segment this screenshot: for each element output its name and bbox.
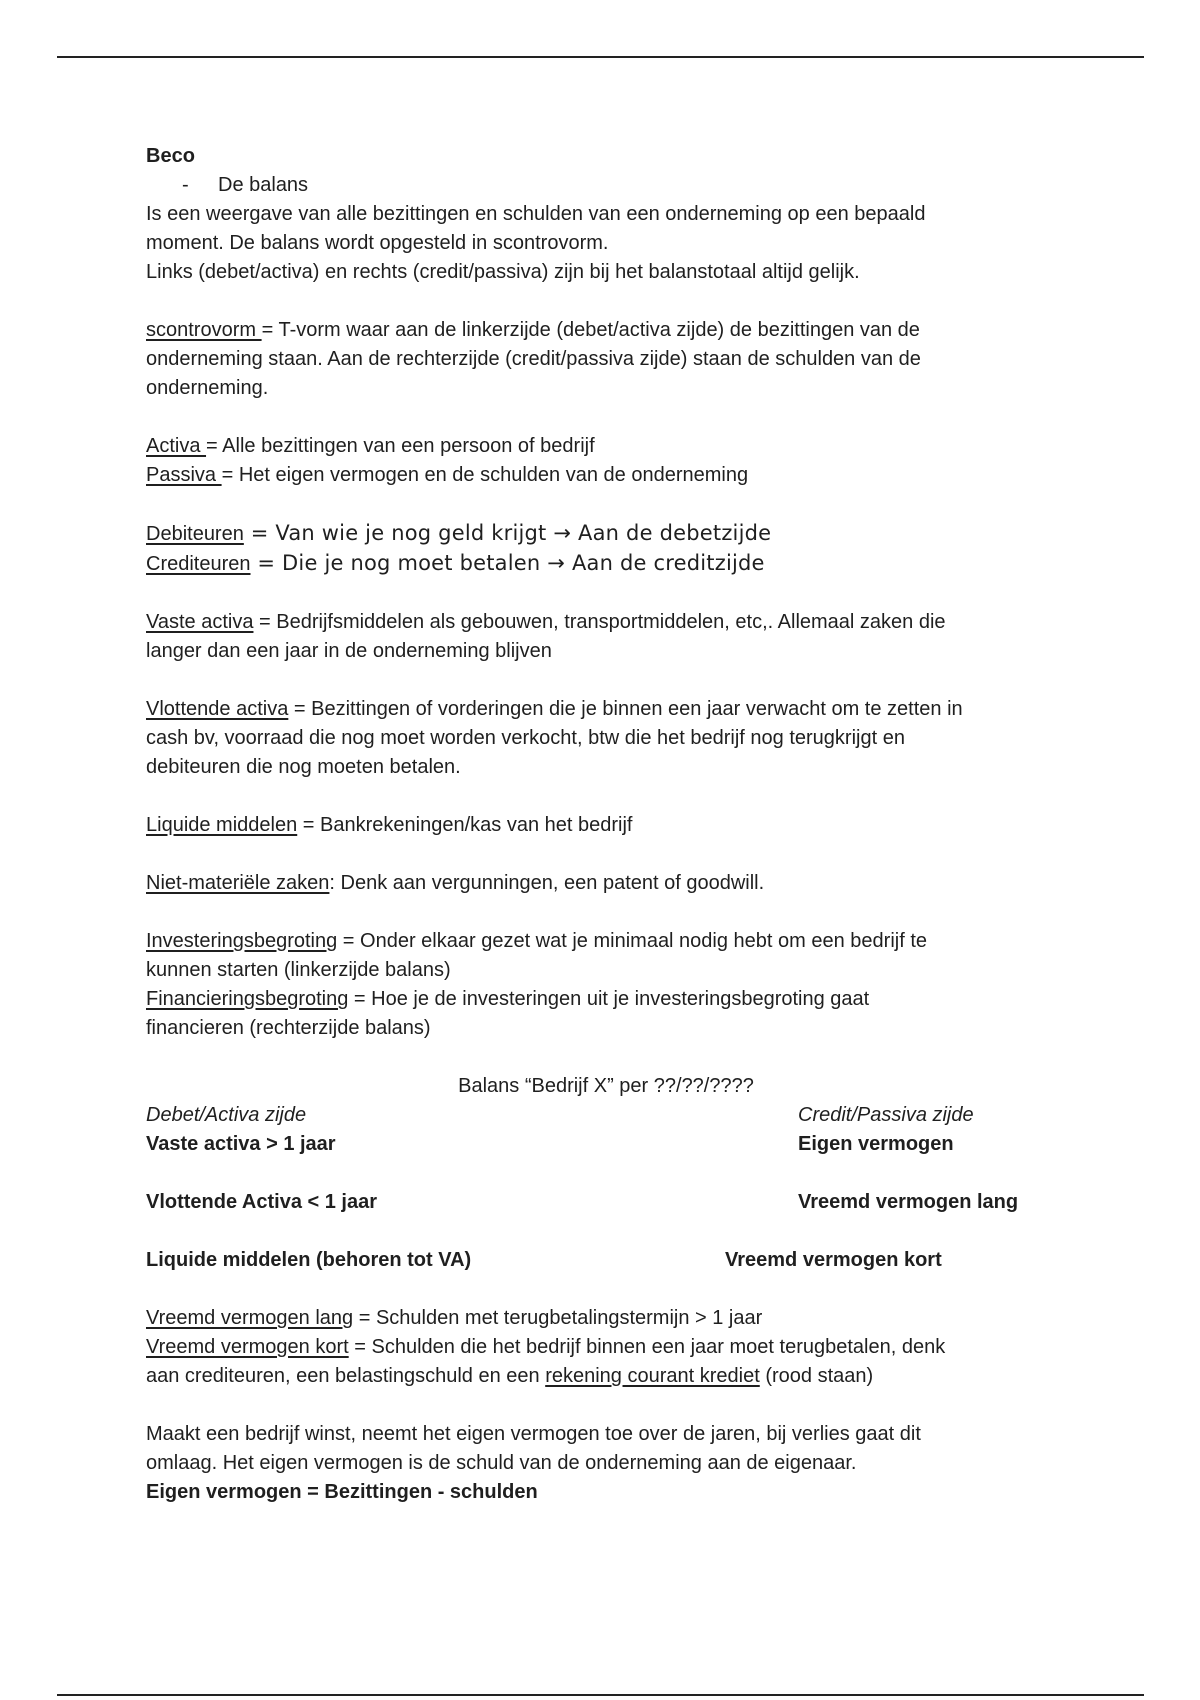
vreemd-vermogen-lang-term: Vreemd vermogen lang xyxy=(146,1307,354,1329)
investeringsbegroting-term: Investeringsbegroting xyxy=(146,930,338,952)
financieringsbegroting-line-2: financieren (rechterzijde balans) xyxy=(146,1017,431,1039)
balans-left-item: Liquide middelen (behoren tot VA) xyxy=(146,1249,472,1271)
balans-row xyxy=(146,1130,1066,1159)
rekening-courant-term: rekening courant krediet xyxy=(545,1365,760,1387)
bullet-text: De balans xyxy=(218,174,309,196)
bottom-rule xyxy=(57,1694,1144,1696)
winst-line-1: Maakt een bedrijf winst, neemt het eigen vermogen toe over de jaren, bij verlies gaat dit xyxy=(146,1423,921,1445)
intro-line-3: Links (debet/activa) en rechts (credit/passiva) zijn bij het balanstotaal altijd gelijk. xyxy=(146,261,860,283)
vaste-activa-definition: Vaste activa = Bedrijfsmiddelen als gebouwen, transportmiddelen, etc,. Allemaal zaken die xyxy=(146,611,946,633)
balans-left-item: Vlottende Activa < 1 jaar xyxy=(146,1191,378,1213)
financieringsbegroting-term: Financieringsbegroting xyxy=(146,988,349,1010)
niet-materiele-term: Niet-materiële zaken xyxy=(146,872,330,894)
crediteuren-definition: Crediteuren = Die je nog moet betalen → Aan de creditzijde xyxy=(146,551,765,575)
balans-right-item: Eigen vermogen xyxy=(798,1133,954,1155)
scontro-line-3: onderneming. xyxy=(146,377,269,399)
debiteuren-definition: Debiteuren = Van wie je nog geld krijgt → Aan de debetzijde xyxy=(146,521,772,545)
debiteuren-term: Debiteuren xyxy=(146,523,244,545)
liquide-definition: Liquide middelen = Bankrekeningen/kas van het bedrijf xyxy=(146,814,633,836)
crediteuren-term: Crediteuren xyxy=(146,553,251,575)
balans-right-item: Vreemd vermogen lang xyxy=(798,1191,1019,1213)
balans-left-item: Vaste activa > 1 jaar xyxy=(146,1133,336,1155)
balans-row xyxy=(146,1246,1066,1275)
top-rule xyxy=(57,56,1144,58)
vreemd-vermogen-kort-definition: Vreemd vermogen kort = Schulden die het bedrijf binnen een jaar moet terugbetalen, denk xyxy=(146,1336,946,1358)
scontro-definition: scontrovorm = T-vorm waar aan de linkerzijde (debet/activa zijde) de bezittingen van de xyxy=(146,319,920,341)
financieringsbegroting-definition: Financieringsbegroting = Hoe je de investeringen uit je investeringsbegroting gaat xyxy=(146,988,870,1010)
balans-header-row xyxy=(146,1101,1066,1130)
vlottende-activa-line-3: debiteuren die nog moeten betalen. xyxy=(146,756,461,778)
balans-row xyxy=(146,1188,1066,1217)
vaste-activa-line-2: langer dan een jaar in de onderneming blijven xyxy=(146,640,552,662)
scontro-line-2: onderneming staan. Aan de rechterzijde (credit/passiva zijde) staan de schulden van de xyxy=(146,348,921,370)
vlottende-activa-definition: Vlottende activa = Bezittingen of vorderingen die je binnen een jaar verwacht om te zetten in xyxy=(146,698,963,720)
winst-line-2: omlaag. Het eigen vermogen is de schuld van de onderneming aan de eigenaar. xyxy=(146,1452,857,1474)
investeringsbegroting-definition: Investeringsbegroting = Onder elkaar gezet wat je minimaal nodig hebt om een bedrijf te xyxy=(146,930,928,952)
passiva-definition: Passiva = Het eigen vermogen en de schulden van de onderneming xyxy=(146,464,749,486)
intro-line-1: Is een weergave van alle bezittingen en schulden van een onderneming op een bepaald xyxy=(146,203,926,225)
balans-title: Balans “Bedrijf X” per ??/??/???? xyxy=(458,1075,754,1097)
document-title: Beco xyxy=(146,145,195,167)
bullet-item xyxy=(146,171,1066,200)
balans-right-item: Vreemd vermogen kort xyxy=(725,1249,942,1271)
vreemd-vermogen-kort-line-2: aan crediteuren, een belastingschuld en een rekening courant krediet (rood staan) xyxy=(146,1365,874,1387)
intro-line-2: moment. De balans wordt opgesteld in scontrovorm. xyxy=(146,232,609,254)
balans-right-header: Credit/Passiva zijde xyxy=(798,1104,974,1126)
vlottende-activa-term: Vlottende activa xyxy=(146,698,289,720)
vreemd-vermogen-kort-term: Vreemd vermogen kort xyxy=(146,1336,349,1358)
vlottende-activa-line-2: cash bv, voorraad die nog moet worden verkocht, btw die het bedrijf nog terugkrijgt en xyxy=(146,727,905,749)
activa-definition: Activa = Alle bezittingen van een persoon of bedrijf xyxy=(146,435,595,457)
vaste-activa-term: Vaste activa xyxy=(146,611,254,633)
vreemd-vermogen-lang-definition: Vreemd vermogen lang = Schulden met terugbetalingstermijn > 1 jaar xyxy=(146,1307,763,1329)
passiva-term: Passiva xyxy=(146,464,222,486)
bullet-dash: - xyxy=(182,174,189,196)
investeringsbegroting-line-2: kunnen starten (linkerzijde balans) xyxy=(146,959,451,981)
niet-materiele-definition: Niet-materiële zaken: Denk aan vergunningen, een patent of goodwill. xyxy=(146,872,765,894)
eigen-vermogen-formula: Eigen vermogen = Bezittingen - schulden xyxy=(146,1481,538,1503)
balans-left-header: Debet/Activa zijde xyxy=(146,1104,307,1126)
scontro-term: scontrovorm xyxy=(146,319,262,341)
liquide-term: Liquide middelen xyxy=(146,814,298,836)
activa-term: Activa xyxy=(146,435,207,457)
document-body xyxy=(146,142,1066,1507)
